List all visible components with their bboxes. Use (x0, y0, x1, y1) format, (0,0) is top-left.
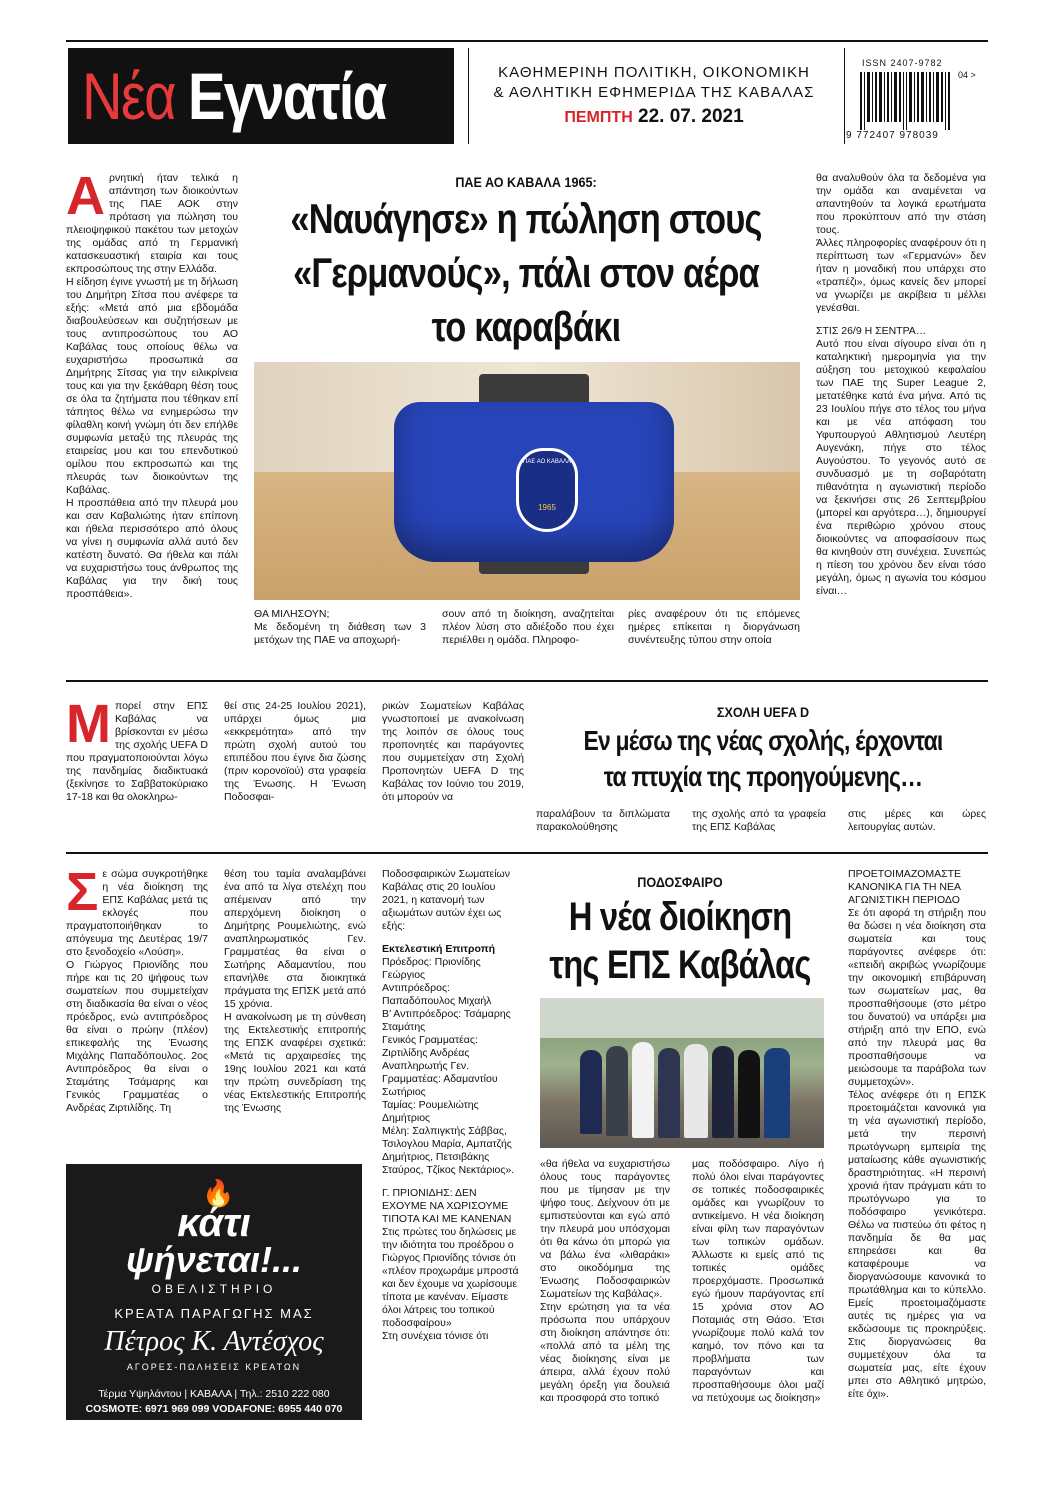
mask-emblem-text: ΠΑΕ ΑΟ ΚΑΒΑΛΑ (523, 459, 571, 465)
a2-c2: θεί στις 24-25 Ιουλίου 2021), υπάρχει όμως μια «εκκρεμότητα» από την πρώτη σχολή αυτού του επιπέδου που έγινε δια ζώσης (πριν κορονοϊού) στα γραφεία της Ένωσης. Η Ένωση Ποδοσφαι- (224, 700, 366, 803)
a2-col-3 (382, 700, 524, 840)
a2-col-2 (224, 700, 366, 840)
flame-icon: 🔥 (202, 1178, 235, 1208)
photo-person-3 (632, 1042, 654, 1138)
ad-line-2: ψήνεται!... (125, 1239, 303, 1280)
a2-c1: πορεί στην ΕΠΣ Καβάλας να βρίσκονται εν μέσω της σχολής UEFA D που πραγματοποιούνται λόγω της πανδημίας διαδικτυακά (ξεκίνησε το Σαββατοκύριακο 17-18 και θα ολοκληρω- (66, 700, 208, 803)
issn-label: ISSN 2407-9782 (862, 58, 943, 68)
logo-nea: Νέα (82, 59, 175, 133)
a3-col-1 (66, 868, 208, 1148)
a1-col3-text: σουν από τη διοίκηση, αναζητείται πλέον λύση στο αδιέξοδο που έχει περιέλθει η ομάδα. Πληροφο- (442, 608, 614, 646)
a2-c5: της σχολής από τα γραφεία της ΕΠΣ Καβάλας (692, 808, 826, 833)
a3-c4b: Στην ερώτηση για τα νέα πρόσωπα που υπάρχουν στη διοίκηση απάντησε ότι: «πολλά από τα μέλη της νέας διοίκησης είναι με άπειρα, αλλά έχουν πολύ μεγάλη όρεξη για δουλειά και προσφορά στο τοπικό (540, 1301, 670, 1404)
photo-person-5 (684, 1044, 708, 1138)
ad-butcher (66, 1164, 362, 1420)
masthead-date-value: 22. 07. 2021 (638, 106, 744, 127)
ad-line-4: ΚΡΕΑΤΑ ΠΑΡΑΓΩΓΗΣ ΜΑΣ (114, 1306, 314, 1321)
ad-line-5: ΑΓΟΡΕΣ-ΠΩΛΗΣΕΙΣ ΚΡΕΑΤΩΝ (126, 1362, 302, 1372)
masthead-divider-2 (844, 48, 845, 144)
a1-col2-text: Με δεδομένη τη διάθεση των 3 μετόχων της ΠΑΕ να αποχωρή- (254, 621, 426, 646)
ad-line-1: κάτι (177, 1201, 251, 1245)
a1-c5-sub: ΣΤΙΣ 26/9 Η ΣΕΝΤΡΑ… (816, 325, 927, 337)
mask-emblem-year: 1965 (538, 503, 556, 512)
a3-sub-exec: Εκτελεστική Επιτροπή (382, 943, 496, 955)
a2-c6: στις μέρες και ώρες λειτουργίας αυτών. (848, 808, 986, 833)
a3-c6: Σε ότι αφορά τη στήριξη που θα δώσει η νέα διοίκηση στα σωματεία και τους παράγοντες ανέφερε ότι: «επειδή ακριβώς γνωρίζουμε την οικονομική επιβάρυνση των σωματείων μας, θα προσπαθήσουμε (στο μέτρο του δυνατού) να υπάρξει μια στήριξη από την ΕΠΟ, ενώ από την πλευρά μας θα προσπαθήσουμε να μειώσουμε τα παράβολα των συμμετοχών». (848, 907, 986, 1088)
a2-col-1 (66, 700, 208, 840)
a1-headline-1: «Ναυάγησε» η πώληση στους (290, 195, 762, 242)
a3-col-6 (848, 868, 986, 1420)
rule-3 (66, 852, 988, 854)
a1-sub-1: ΘΑ ΜΙΛΗΣΟΥΝ; (254, 608, 330, 620)
a3-col-4 (540, 1158, 670, 1420)
a3-headline-2: της ΕΠΣ Καβάλας (549, 943, 811, 987)
photo-person-6 (712, 1046, 734, 1138)
a3-col-2 (224, 868, 366, 1148)
barcode (858, 72, 954, 130)
photo-person-8 (764, 1048, 790, 1138)
a1-kicker: ΠΑΕ ΑΟ ΚΑΒΑΛΑ 1965: (455, 174, 597, 190)
a3-kicker: ΠΟΔΟΣΦΑΙΡΟ (637, 874, 723, 890)
a3-c3: Ποδοσφαιρικών Σωματείων Καβάλας στις 20 Ιουλίου 2021, η κατανομή των αξιωμάτων αυτών έχει ως εξής: (382, 868, 511, 932)
photo-person-7 (738, 1050, 760, 1138)
a3-c1: ε σώμα συγκροτήθηκε η νέα διοίκηση της ΕΠΣ Καβάλας μετά τις εκλογές που πραγματοποιήθηκαν το απόγευμα της Δευτέρας 19/7 στο ξενοδοχείο «Λούση». (66, 868, 208, 958)
a1-col-3 (442, 608, 614, 660)
a1-dropcap: Α (66, 172, 105, 226)
a1-c5-p3: Αυτό που είναι σίγουρο είναι ότι η καταληκτική ημερομηνία για την αύξηση του μετοχικού κεφαλαίου των ΠΑΕ της Super League 2, μετατέθηκε κατά ένα μήνα. Από τις 23 Ιουλίου πήγε στο τέλος του μήνα και με νέα απόφαση του Υφυπουργού Αθλητισμού Λευτέρη Αυγενάκη, πήγε στο τέλος Αυγούστου. Το γεγονός αυτό σε συνδυασμό με τη σοβαρότατη πιθανότητα η αγωνιστική περίοδο να ξεκινήσει στις 26 Σεπτεμβρίου (μπορεί και αργότερα…), δημιουργεί ένα περιθώριο χρόνου στους διοικούντες να αποφασίσουν πως θα κινηθούν στη συνέχεια. Συνεπώς η πίεση του χρόνου δεν είναι τόσο μεγάλη, όμως η αγωνία του κόσμου είναι… (816, 338, 986, 597)
a2-headline-2: τα πτυχία της προηγούμενης… (603, 761, 923, 792)
a3-sub-prionidis: Γ. ΠΡΙΟΝΙΔΗΣ: ΔΕΝ ΕΧΟΥΜΕ ΝΑ ΧΩΡΙΣΟΥΜΕ ΤΙΠΟΤΑ ΚΑΙ ΜΕ ΚΑΝΕΝΑΝ (382, 1187, 512, 1225)
ad-address: Τέρμα Υψηλάντου | ΚΑΒΑΛΑ | Τηλ.: 2510 222 080 (98, 1388, 330, 1400)
masthead-divider (468, 48, 469, 144)
a3-c6b: Τέλος ανέφερε ότι η ΕΠΣΚ προετοιμάζεται κανονικά για τη νέα αγωνιστική περίοδο, μετά την περσινή πρωτόγνωρη εμπειρία της ματαίωσης κάθε αγωνιστικής δραστηριότητας. «Η περσινή χρονιά ήταν πράγματι κάτι το πρωτόγνωρο για το ποδόσφαιρο γενικότερα. Θέλω να πιστεύω ότι φέτος η πανδημία δε θα μας επηρεάσει και θα καταφέρουμε να διοργανώσουμε κανονικά το πρωτάθλημα και το κύπελλο. Εμείς προετοιμαζόμαστε αυτές τις ημέρες για να εκδώσουμε τις προκηρύξεις. Στις διοργανώσεις θα συμμετέχουν όλα τα σωματεία μας, είτε έχουν μπει στο Αθλητικό μητρώο, είτε όχι». (848, 1089, 986, 1400)
a3-col-5 (692, 1158, 824, 1420)
rule-2 (66, 680, 988, 682)
a3-c2: θέση του ταμία αναλαμβάνει ένα από τα λίγα στελέχη που απέμειναν από την απερχόμενη διοίκηση ο Δημήτρης Ρουμελιώτης, ενώ αναπληρωματικός Γεν. Γραμματέας θα είναι ο Σωτήρης Αδαμαντίου, που επανήλθε στα διοικητικά πράγματα της ΕΠΣΚ μετά από 15 χρόνια. (224, 868, 366, 1010)
logo-egnatia: Εγνατία (188, 59, 386, 133)
masthead-logo (68, 48, 454, 144)
ad-name: Πέτρος Κ. Αντέσχος (104, 1326, 324, 1357)
a2-dropcap: Μ (66, 700, 111, 754)
a1-col-2 (254, 608, 426, 660)
photo-person-1 (580, 1050, 602, 1134)
a1-c5-p1: θα αναλυθούν όλα τα δεδομένα για την ομάδα και αναμένεται να απαντηθούν τα λογικά ερωτήματα που προκύπτουν από την στάση τους. (816, 172, 986, 236)
a2-col-6 (848, 808, 986, 838)
photo-person-4 (658, 1048, 680, 1138)
a2-col-5 (692, 808, 826, 838)
a3-c2b: Η ανακοίνωση με τη σύνθεση της Εκτελεστικής επιτροπής της ΕΠΣΚ αναφέρει σχετικά: «Μετά τις αρχαιρεσίες της 19ης Ιουλίου 2021 και κατά την πρώτη συνεδρίαση της νέας Εκτελεστικής Επιτροπής της Ένωσης (224, 1011, 366, 1114)
a1-c5-p2: Άλλες πληροφορίες αναφέρουν ότι η περίπτωση των «Γερμανών» δεν ήταν η μοναδική που υπάρχει στο «τραπέζι», όμως κανείς δεν μπορεί να γνωρίζει με ακρίβεια τι μέλλει γενέσθαι. (816, 237, 986, 314)
ad-phones: COSMOTE: 6971 969 099 VODAFONE: 6955 440 070 (85, 1403, 343, 1415)
issue-code: 04 > (958, 70, 976, 80)
masthead-tagline-1: ΚΑΘΗΜΕΡΙΝΗ ΠΟΛΙΤΙΚΗ, ΟΙΚΟΝΟΜΙΚΗ (498, 64, 810, 81)
a1-col-1 (66, 172, 238, 660)
masthead-tagline-2: & ΑΘΛΗΤΙΚΗ ΕΦΗΜΕΡΙΔΑ ΤΗΣ ΚΑΒΑΛΑΣ (493, 84, 815, 101)
a2-c4: παραλάβουν τα διπλώματα παρακολούθησης (536, 808, 670, 833)
a3-role-4: Γενικός Γραμματέας: Ζιρτιλίδης Ανδρέας (382, 1034, 478, 1059)
masthead-day: ΠΕΜΠΤΗ (564, 109, 633, 126)
a3-role-7: Μέλη: Σαλπιγκτής Σάββας, Τσιλογλου Μαρία, Αμπατζής Δημήτριος, Πετσιβάκης Σταύρος, Τζίκος Νεκτάριος». (382, 1125, 515, 1176)
top-rule (66, 40, 988, 42)
a1-headline-2: «Γερμανούς», πάλι στον αέρα (293, 249, 759, 296)
a3-c4: «θα ήθελα να ευχαριστήσω όλους τους παράγοντες που με τίμησαν με την ψήφο τους. Δείχνουν ότι με εμπιστεύονται και εγώ από την πλευρά μου υπόσχομαι ότι θα κάνω ότι μπορώ για να βάλω ένα «λιθαράκι» στο οικοδόμημα της Ένωσης Ποδοσφαιρικών Σωματείων της Καβάλας». (540, 1158, 670, 1300)
a3-col-3 (382, 868, 524, 1420)
mask-emblem (516, 448, 578, 532)
a2-col-4 (536, 808, 670, 838)
a3-headline-1: Η νέα διοίκηση (568, 895, 792, 939)
a2-kicker: ΣΧΟΛΗ UEFA D (716, 704, 810, 720)
a3-role-5: Αναπληρωτής Γεν. Γραμματέας: Αδαμαντίου Σωτήριος (382, 1060, 498, 1098)
a1-col-4 (628, 608, 800, 660)
a3-c3j: Στη συνέχεια τόνισε ότι (382, 1330, 489, 1342)
a3-role-2: Αντιπρόεδρος: Παπαδόπουλος Μιχαήλ (382, 982, 492, 1007)
a3-c6-sub: ΠΡΟΕΤΟΙΜΑΖΟΜΑΣΤΕ ΚΑΝΟΝΙΚΑ ΓΙΑ ΤΗ ΝΕΑ ΑΓΩΝΙΣΤΙΚΗ ΠΕΡΙΟΔΟ (848, 868, 962, 906)
a3-c5: μας ποδόσφαιρο. Λίγο ή πολύ όλοι είναι παράγοντες σε τοπικές ποδοσφαιρικές ομάδες και γνωρίζουν το αντικείμενο. Η νέα διοίκηση είναι φίλη των παραγόντων των τοπικών ομάδων. Άλλωστε κι εμείς από τις τοπικές ομάδες προερχόμαστε. Προσωπικά εγώ ήμουν παράγοντας επί 15 χρόνια στον ΑΟ Ποταμιάς στη Θάσο. Έτσι γνωρίζουμε πολύ καλά τον καημό, τον πόνο και τα προβλήματα των παραγόντων και προσπαθήσουμε όλοι μαζί να πετύχουμε ως διοίκηση» (692, 1158, 824, 1404)
photo-sky (540, 998, 824, 1038)
masthead-date (476, 106, 832, 128)
a1-headline-3: το καραβάκι (431, 303, 621, 350)
ad-line-3: ΟΒΕΛΙΣΤΗΡΙΟ (151, 1282, 277, 1296)
photo-person-2 (606, 1046, 628, 1136)
a2-headline-1: Εν μέσω της νέας σχολής, έρχονται (583, 725, 943, 756)
a3-photo-group (540, 998, 824, 1148)
a3-c3i: Στις πρώτες του δηλώσεις με την ιδιότητα του προέδρου ο Γιώργος Πριονίδης τόνισε ότι «πλέον προχωράμε μπροστά και δεν έχουμε να χωρίσουμε τίποτα με κανέναν. Είμαστε όλοι λάτρεις του τοπικού ποδοσφαίρου» (382, 1226, 519, 1329)
a1-lede: ρνητική ήταν τελικά η απάντηση των διοικούντων της ΠΑΕ ΑΟΚ στην πρόταση για πώληση του πλειοψηφικού πακέτου των μετοχών της ομάδας από τη Γερμανική κατασκευαστική εταιρία και τους εκπροσώπους της στην Ελλάδα. (66, 172, 238, 275)
a3-role-1: Πρόεδρος: Πριονίδης Γεώργιος (382, 956, 481, 981)
a1-para-2: Η είδηση έγινε γνωστή με τη δήλωση του Δημήτρη Σίτσα που ανέφερε τα εξής: «Μετά από μια εβδομάδα διαβουλεύσεων και συζητήσεων με τους αντιπροσώπους του ΑΟ Καβάλας τους οποίους θέλω να ευχαριστήσω προσωπικά σα Δημήτρης Σίτσας για την ειλικρίνεια τους και για την ξεκάθαρη θέση τους σε όλα τα ζητήματα που τέθηκαν επί τάπητος θέλω να ενημερώσω την φίλαθλη κοινή γνώμη ότι δεν επήλθε συμφωνία μεταξύ της πλευράς της εταιρείας μου και του επενδυτικού ομίλου που εκπροσωπώ και της πλευράς των διοικούντων της Καβάλας. (66, 276, 238, 496)
a3-dropcap: Σ (66, 868, 99, 922)
a1-photo-mask (254, 362, 800, 600)
barcode-number: 9 772407 978039 (846, 130, 939, 141)
a1-col-5 (816, 172, 986, 660)
a3-c1b: Ο Γιώργος Πριονίδης που πήρε και τις 20 ψήφους των σωματείων που συμμετείχαν στη διαδικασία θα είναι ο νέος πρόεδρος, ενώ αντιπρόεδρος θα είναι ο πρώην (πλέον) επικεφαλής της Ένωσης Μιχάλης Παπαδόπουλος. 2ος Αντιπρόεδρος θα είναι ο Σταμάτης Τσάμαρης και Γενικός Γραμματέας ο Ανδρέας Ζιρτιλίδης. Τη (66, 959, 208, 1114)
a1-col4-text: ρίες αναφέρουν ότι τις επόμενες ημέρες επίκειται η διοργάνωση συνέντευξης τύπου στην οποία (628, 608, 800, 646)
a3-role-6: Ταμίας: Ρουμελιώτης Δημήτριος (382, 1099, 479, 1124)
a2-c3: ρικών Σωματείων Καβάλας γνωστοποιεί με ανακοίνωση της λοιπόν σε όλους τους προπονητές και παράγοντες που συμμετείχαν στη Σχολή Προπονητών UEFA D της Καβάλας τον Ιούνιο του 2019, ότι μπορούν να (382, 700, 524, 803)
a3-role-3: Β’ Αντιπρόεδρος: Τσάμαρης Σταμάτης (382, 1008, 511, 1033)
a1-para-3: Η προσπάθεια από την πλευρά μου και σαν Καβαλιώτης ήταν επίπονη και ήθελα περισσότερο από όλους να γίνει η συμφωνία αλλά αυτό δεν κατέστη δυνατό. Θα ήθελα και πάλι να ευχαριστήσω τους άνθρωπος της Καβάλας για την δική τους προσπάθεια». (66, 497, 238, 600)
